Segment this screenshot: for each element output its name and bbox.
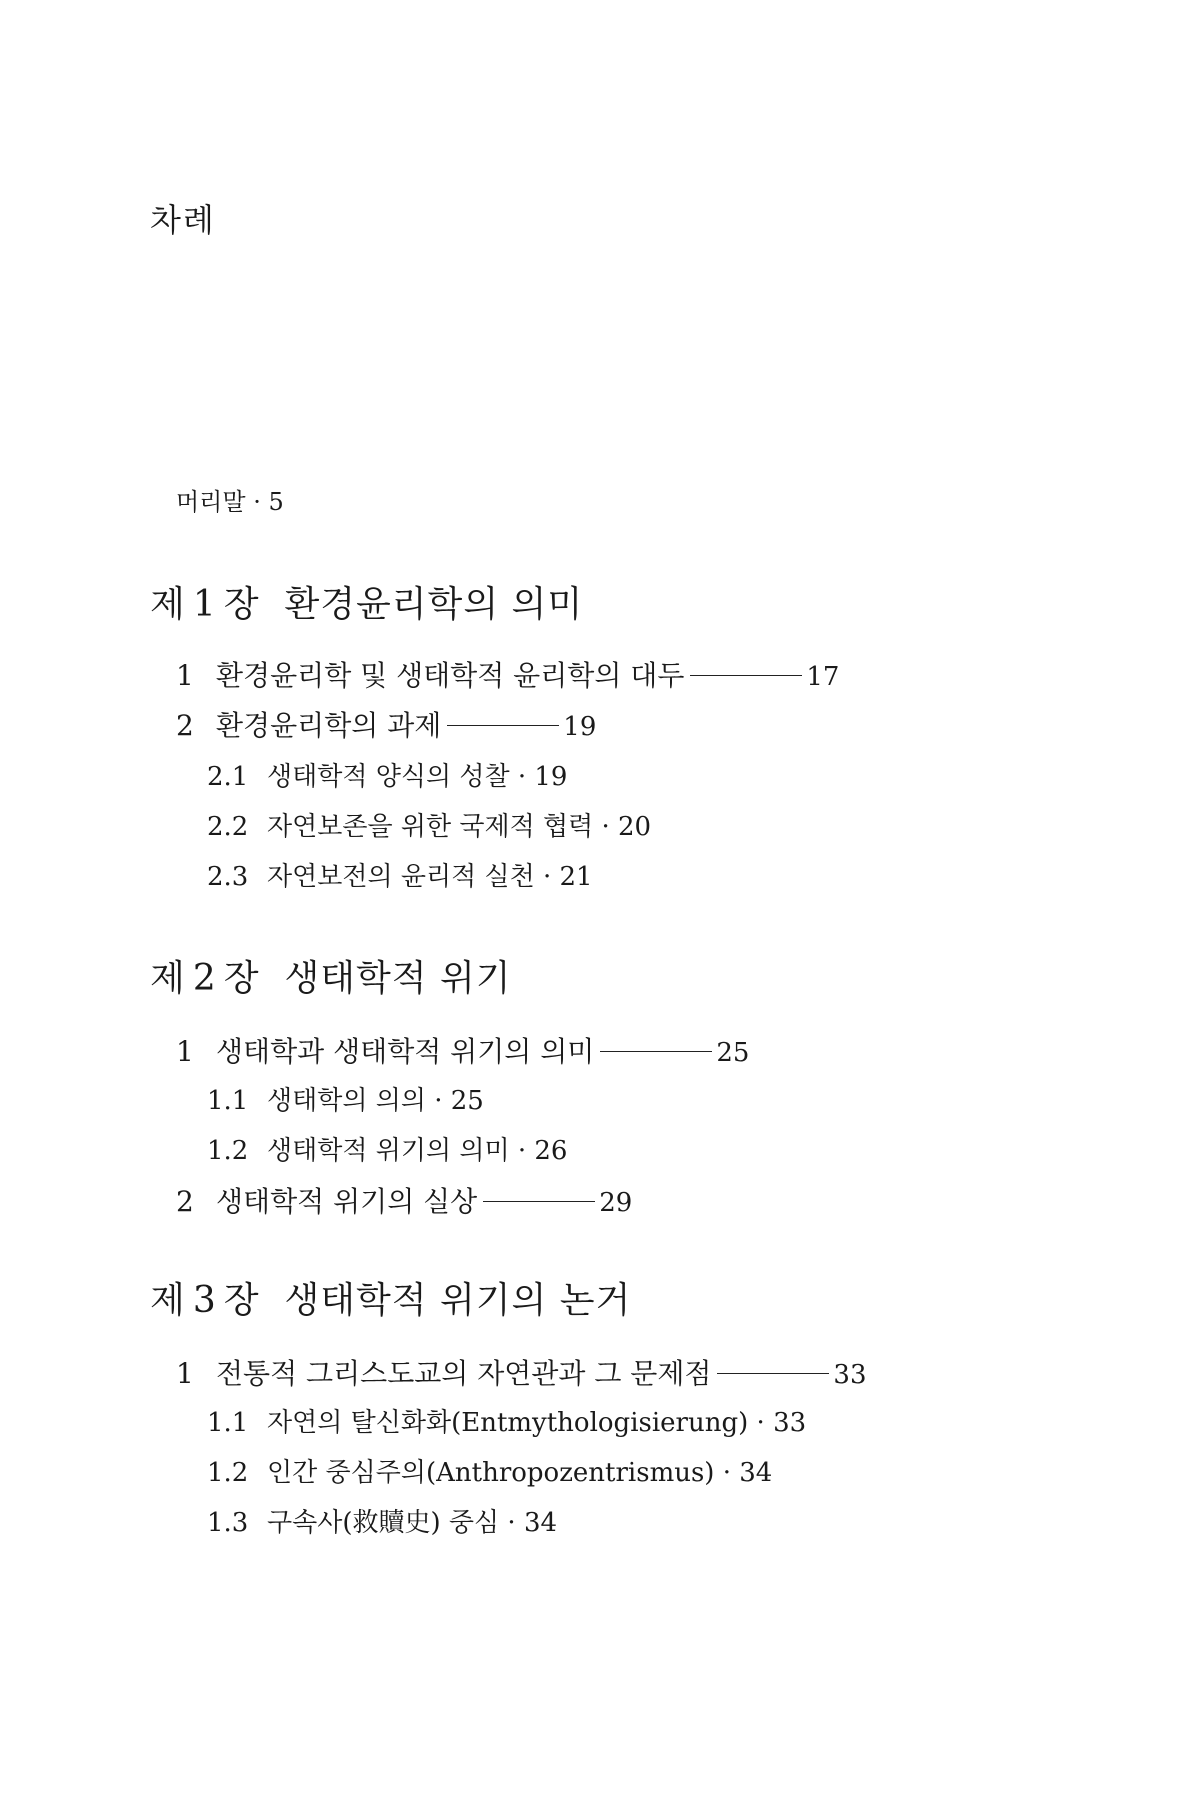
leader-line xyxy=(483,1201,595,1202)
entry-page: 33 xyxy=(833,1360,867,1390)
entry-page: 26 xyxy=(534,1136,568,1166)
entry-title: 자연보존을 위한 국제적 협력 xyxy=(267,812,594,842)
entry-number: 2.3 xyxy=(207,862,249,892)
entry-page: 29 xyxy=(599,1188,633,1218)
chapter-title: 환경윤리학의 의미 xyxy=(284,584,584,625)
toc-entry[interactable] xyxy=(176,1180,632,1220)
toc-subentry[interactable]: 2.1 생태학적 양식의 성찰 · 19 xyxy=(207,762,568,792)
entry-number: 2 xyxy=(176,1185,194,1218)
entry-number: 2.1 xyxy=(207,762,249,792)
entry-title: 환경윤리학의 과제 xyxy=(216,709,442,742)
chapter-heading[interactable]: 제 2 장 생태학적 위기 xyxy=(150,958,512,999)
chapter-title: 생태학적 위기 xyxy=(284,958,512,999)
page-title: 차례 xyxy=(150,201,216,239)
toc-entry[interactable] xyxy=(176,1352,867,1392)
entry-page: 19 xyxy=(534,762,568,792)
entry-title: 머리말 xyxy=(176,488,246,516)
toc-entry[interactable] xyxy=(176,1030,749,1070)
entry-number: 2.2 xyxy=(207,812,249,842)
entry-page: 20 xyxy=(617,812,652,842)
chapter-heading[interactable]: 제 1 장 환경윤리학의 의미 xyxy=(150,584,584,625)
entry-title: 환경윤리학 및 생태학적 윤리학의 대두 xyxy=(216,659,685,692)
leader-line xyxy=(690,675,802,676)
entry-title: 구속사(救贖史) 중심 xyxy=(267,1508,500,1538)
entry-number: 1.1 xyxy=(207,1408,249,1438)
chapter-number: 2 xyxy=(192,958,217,999)
entry-page: 21 xyxy=(559,862,593,892)
entry-number: 1 xyxy=(176,1035,194,1068)
entry-page: 34 xyxy=(739,1458,773,1488)
toc-subentry[interactable]: 1.3 구속사(救贖史) 중심 · 34 xyxy=(207,1508,558,1538)
entry-number: 1.3 xyxy=(207,1508,249,1538)
entry-page: 33 xyxy=(773,1408,807,1438)
entry-page: 5 xyxy=(268,488,284,516)
leader-line xyxy=(717,1373,829,1374)
entry-title: 자연보전의 윤리적 실천 xyxy=(267,862,535,892)
toc-subentry[interactable]: 1.2 인간 중심주의(Anthropozentrismus) · 34 xyxy=(207,1458,773,1488)
entry-number: 1.2 xyxy=(207,1136,249,1166)
toc-subentry[interactable]: 1.1 자연의 탈신화화(Entmythologisierung) · 33 xyxy=(207,1408,807,1438)
entry-page: 17 xyxy=(806,662,840,692)
leader-line xyxy=(447,725,559,726)
entry-page: 34 xyxy=(523,1508,558,1538)
entry-page: 19 xyxy=(563,712,597,742)
entry-number: 1.1 xyxy=(207,1086,249,1116)
chapter-title: 생태학적 위기의 논거 xyxy=(284,1280,632,1321)
entry-title: 인간 중심주의(Anthropozentrismus) xyxy=(267,1458,715,1488)
entry-title: 전통적 그리스도교의 자연관과 그 문제점 xyxy=(216,1357,712,1390)
toc-subentry[interactable]: 2.2 자연보존을 위한 국제적 협력 · 20 xyxy=(207,812,652,842)
toc-subentry[interactable]: 1.1 생태학의 의의 · 25 xyxy=(207,1086,484,1116)
entry-number: 1 xyxy=(176,1357,194,1390)
toc-subentry[interactable]: 1.2 생태학적 위기의 의미 · 26 xyxy=(207,1136,568,1166)
entry-number: 1.2 xyxy=(207,1458,249,1488)
toc-entry-preface[interactable]: 머리말 · 5 xyxy=(176,488,284,516)
chapter-number: 1 xyxy=(192,584,217,625)
toc-entry[interactable] xyxy=(176,654,839,694)
entry-title: 생태학적 위기의 실상 xyxy=(216,1185,478,1218)
entry-title: 생태학적 양식의 성찰 xyxy=(267,762,510,792)
chapter-number: 3 xyxy=(192,1280,217,1321)
entry-title: 생태학적 위기의 의미 xyxy=(267,1136,510,1166)
entry-page: 25 xyxy=(716,1038,750,1068)
entry-number: 1 xyxy=(176,659,194,692)
entry-number: 2 xyxy=(176,709,194,742)
entry-title: 생태학과 생태학적 위기의 의미 xyxy=(216,1035,595,1068)
leader-line xyxy=(600,1051,712,1052)
entry-title: 자연의 탈신화화(Entmythologisierung) xyxy=(267,1408,749,1438)
toc-subentry[interactable]: 2.3 자연보전의 윤리적 실천 · 21 xyxy=(207,862,593,892)
entry-title: 생태학의 의의 xyxy=(267,1086,426,1116)
chapter-heading[interactable]: 제 3 장 생태학적 위기의 논거 xyxy=(150,1280,632,1321)
toc-entry[interactable] xyxy=(176,704,596,744)
entry-page: 25 xyxy=(450,1086,484,1116)
